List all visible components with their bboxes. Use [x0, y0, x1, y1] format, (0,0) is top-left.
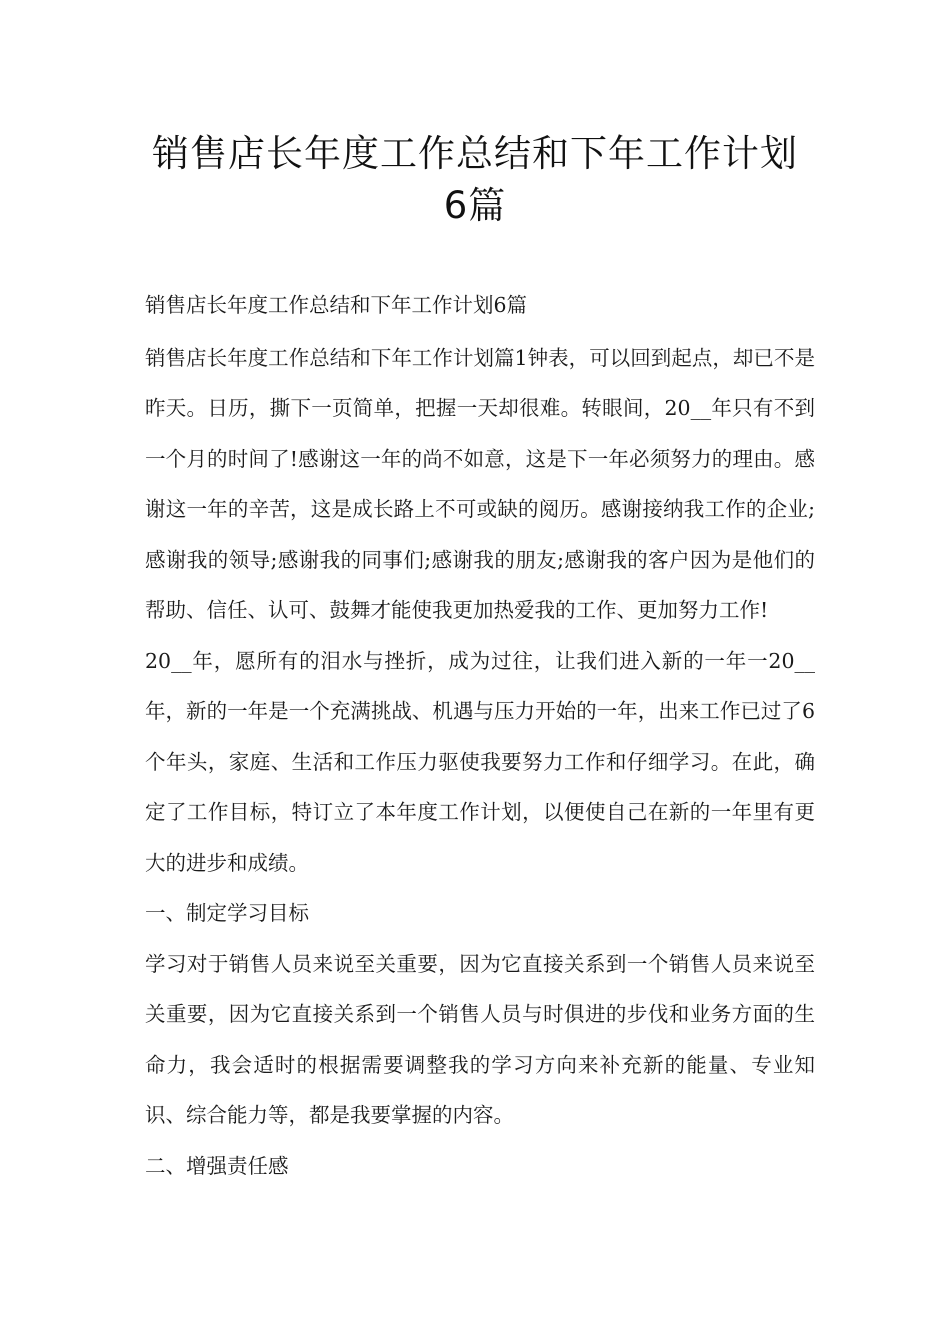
title-line-1: 销售店长年度工作总结和下年工作计划	[152, 132, 798, 175]
paragraph-intro: 销售店长年度工作总结和下年工作计划篇1钟表，可以回到起点，却已不是昨天。日历，撕下一页简单，把握一天却很难。转眼间，20__年只有不到一个月的时间了!感谢这一年的尚不如意，这是下一年必须努力的理由。感谢这一年的辛苦，这是成长路上不可或缺的阅历。感谢接纳我工作的企业;感谢我的领导;感谢我的同事们;感谢我的朋友;感谢我的客户因为是他们的帮助、信任、认可、鼓舞才能使我更加热爱我的工作、更加努力工作!	[145, 345, 815, 622]
paragraph-learning: 学习对于销售人员来说至关重要，因为它直接关系到一个销售人员来说至关重要，因为它直接关系到一个销售人员与时俱进的步伐和业务方面的生命力，我会适时的根据需要调整我的学习方向来补充新的能量、专业知识、综合能力等，都是我要掌握的内容。	[145, 951, 815, 1127]
document-title	[0, 128, 950, 232]
document-body	[145, 280, 815, 1191]
title-line-2: 6篇	[443, 184, 507, 227]
paragraph-subtitle: 销售店长年度工作总结和下年工作计划6篇	[145, 293, 528, 317]
section-heading-1: 一、制定学习目标	[145, 901, 309, 925]
paragraph-new-year: 20__年，愿所有的泪水与挫折，成为过往，让我们进入新的一年一20__年，新的一年是一个充满挑战、机遇与压力开始的一年，出来工作已过了6个年头，家庭、生活和工作压力驱使我要努力工作和仔细学习。在此，确定了工作目标，特订立了本年度工作计划，以便使自己在新的一年里有更大的进步和成绩。	[145, 648, 815, 875]
section-heading-2: 二、增强责任感	[145, 1153, 289, 1178]
